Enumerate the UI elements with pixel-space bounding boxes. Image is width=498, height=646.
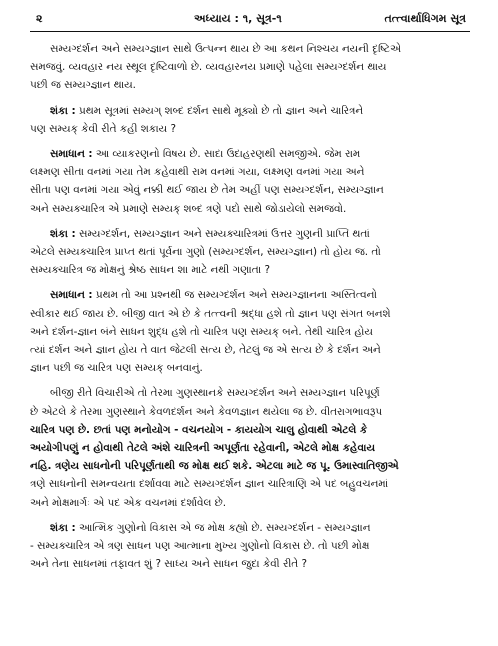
line-text: અને દર્શન-જ્ઞાન બંને સાધન શુદ્ધ હશે તો ચારિત્ર પણ સમ્યક્ બને. તેથી ચારિત્ર હોય [30,325,373,338]
line-text: સ્વીકાર થઈ જાય છે. બીજી વાત એ છે કે તત્ત્વની શ્રદ્ધા હશે તો જ્ઞાન પણ સંગત બનશે [30,307,391,320]
line-text: પણ સમ્યક્ કેવી રીતે કહી શકાય ? [30,122,176,135]
text-line [30,58,470,76]
text-line [30,40,470,58]
text-line [30,145,470,163]
line-text: આ વ્યાકરણનો વિષય છે. સાદા ઉદાહરણથી સમજીએ. જેમ રામ [95,148,361,161]
text-line [30,359,470,377]
line-text: સીતા પણ વનમાં ગયા એવું નક્કી થઈ જાય છે તેમ અહીં પણ સમ્યગ્દર્શન, સમ્યગ્જ્ઞાન [30,184,384,197]
qa-paragraph [30,225,470,280]
line-text: સમ્યગ્દર્શન, સમ્યગ્જ્ઞાન અને સમ્યક્ચારિત્રમાં ઉત્તર ગુણની પ્રાપ્તિ થતાં [78,227,370,240]
chapter-reference: અધ્યાય : ૧, સૂત્ર-૧ [194,12,282,25]
text-line [30,200,470,218]
line-text: પછી જ સમ્યગ્જ્ઞાન થાય. [30,79,136,92]
page-number: ૨ [36,12,43,25]
text-line [30,537,470,555]
line-text: બીજી રીતે વિચારીએ તો તેરમા ગુણસ્થાનકે સમ્યગ્દર્શન અને સમ્યગ્જ્ઞાન પરિપૂર્ણ [50,387,380,400]
line-text: પ્રથમ સૂત્રમાં સમ્યગ્ શબ્દ દર્શન સાથે મૂક્યો છે તો જ્ઞાન અને ચારિત્રને [78,104,364,117]
line-text: સમ્યક્ચારિત્ર જ મોક્ષનું શ્રેષ્ઠ સાધન શા માટે નથી ગણાતા ? [30,264,270,277]
paragraph-label: શંકા : [50,227,76,240]
line-text: જ્ઞાન પછી જ ચારિત્ર પણ સમ્યક્ બનવાનું. [30,362,203,375]
line-text: પ્રથમ તો આ પ્રશ્નથી જ સમ્યગ્દર્શન અને સમ્યગ્જ્ઞાનના અસ્તિત્વનો [95,289,377,302]
text-line [30,403,470,421]
text-line [30,494,470,512]
text-line [30,76,470,94]
text-line [30,555,470,573]
text-line [30,323,470,341]
paragraph-label: શંકા : [50,521,76,534]
text-line [30,243,470,261]
body-paragraph [30,384,470,511]
text-line [30,102,470,120]
text-line [30,261,470,279]
body-text [30,40,470,573]
line-text: અને સમ્યક્ચારિત્ર એ પ્રમાણે સમ્યક્ શબ્દ ત્રણે પદો સાથે જોડાયેલો સમજવો. [30,202,347,215]
line-text: ત્યાં દર્શન અને જ્ઞાન હોય તે વાત જેટલી સત્ય છે, તેટલું જ એ સત્ય છે કે દર્શન અને [30,344,381,357]
line-text: આત્મિક ગુણોનો વિકાસ એ જ મોક્ષ કહ્યો છે. સમ્યગ્દર્શન - સમ્યગ્જ્ઞાન [78,521,371,534]
paragraph-label: શંકા : [50,104,76,117]
book-title: તત્ત્વાર્થાધિગમ સૂત્ર [384,12,466,25]
text-line [30,341,470,359]
text-line [30,181,470,199]
line-text: સમ્યગ્દર્શન અને સમ્યગ્જ્ઞાન સાથે ઉત્પન્ન થાય છે આ કથન નિશ્ચય નયની દૃષ્ટિએ [50,43,401,55]
qa-paragraph [30,519,470,574]
paragraph-label: સમાધાન : [50,289,93,302]
text-line [30,384,470,402]
line-text: અયોગીપણું ન હોવાથી તેટલે અંશે ચારિત્રની અપૂર્ણતા રહેવાની, એટલે મોક્ષ કહેવાય [30,442,375,455]
text-line [30,439,470,457]
line-text: સમજવું. વ્યવહાર નય સ્થૂલ દૃષ્ટિવાળો છે. વ્યવહારનય પ્રમાણે પહેલા સમ્યગ્દર્શન થાય [30,61,387,74]
text-line [30,421,470,439]
text-line [30,225,470,243]
running-header [30,10,470,28]
line-text: એટલે સમ્યક્ચારિત્ર પ્રાપ્ત થતાં પૂર્વના ગુણો (સમ્યગ્દર્શન, સમ્યગ્જ્ઞાન) તો હોય જ. તો [30,246,381,259]
header-rule [30,31,470,32]
line-text: ત્રણે સાધનોની સમન્વયતા દર્શાવવા માટે સમ્યગ્દર્શન જ્ઞાન ચારિત્રાણિ એ પદ બહુવચનમાં [30,478,389,491]
text-line [30,305,470,323]
text-line [30,457,470,475]
qa-paragraph [30,145,470,218]
text-line [30,519,470,537]
line-text: અને મોક્ષમાર્ગઃ એ પદ એક વચનમાં દર્શાવેલ છે. [30,496,226,509]
body-paragraph [30,40,470,95]
line-text: ચારિત્ર પણ છે. છતાં પણ મનોયોગ - વચનયોગ - કાયયોગ ચાલુ હોવાથી એટલે કે [30,423,368,436]
paragraph-label: સમાધાન : [50,148,93,161]
line-text: અને તેના સાધનમાં તફાવત શું ? સાધ્ય અને સાધન જુદા કેવી રીતે ? [30,558,308,571]
line-text: છે એટલે કે તેરમા ગુણસ્થાને કેવળદર્શન અને કેવળજ્ઞાન થયેલા જ છે. વીતરાગભાવરૂપ [30,405,383,418]
qa-paragraph [30,286,470,377]
line-text: - સમ્યક્ચારિત્ર એ ત્રણ સાધન પણ આત્માના મુખ્ય ગુણોનો વિકાસ છે. તો પછી મોક્ષ [30,540,370,553]
text-line [30,286,470,304]
text-line [30,475,470,493]
text-line [30,120,470,138]
qa-paragraph [30,102,470,138]
line-text: લક્ષ્મણ સીતા વનમાં ગયા તેમ કહેવાથી રામ વનમાં ગયા, લક્ષ્મણ વનમાં ગયા અને [30,166,365,179]
line-text: નહિ. ત્રણેય સાધનોની પરિપૂર્ણતાથી જ મોક્ષ થઈ શકે. એટલા માટે જ પૂ. ઉમાસ્વાતિજીએ [30,460,399,473]
text-line [30,163,470,181]
